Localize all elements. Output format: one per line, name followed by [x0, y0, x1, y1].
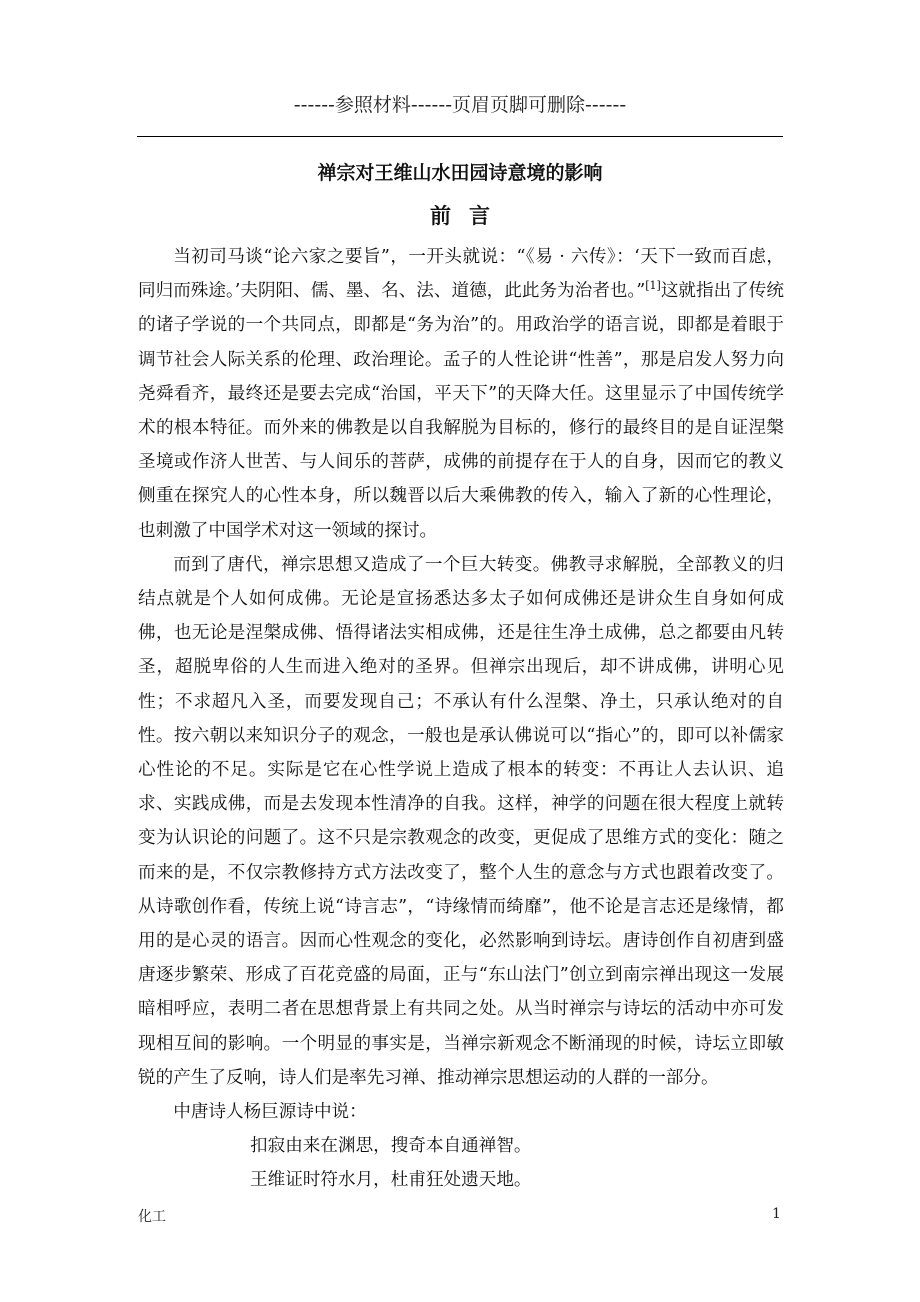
paragraph-1-text: 当初司马谈“论六家之要旨”，一开头就说：“《易 · 六传》：‘天下一致而百虑，同归而殊途。’夫阴阳、儒、墨、名、法、道德，此此务为治者也。”: [138, 247, 784, 302]
document-title: 禅宗对王维山水田园诗意境的影响: [317, 162, 603, 184]
poem-line-2: 王维证时符水月，杜甫狂处遗天地。: [250, 1170, 532, 1191]
footnote-ref: [1]: [645, 279, 661, 293]
paragraph-3: 中唐诗人杨巨源诗中说：: [173, 1102, 367, 1123]
page-header: ------参照材料------页眉页脚可删除------: [293, 94, 627, 116]
paragraph-1-tail: 这就指出了传统的诸子学说的一个共同点，即都是“务为治”的。用政治学的语言说，即都是着眼于调节社会人际关系的伦理、政治理论。孟子的人性论讲“性善”，那是启发人努力向尧舜看齐，最终还是要去完成“治国，平天下”的天降大任。这里显示了中国传统学术的根本特征。而外来的佛教是以自我解脱为目标的，修行的最终目的是自证涅槃圣境或作济人世苦、与人间乐的菩萨，成佛的前提存在于人的自身，因而它的教义侧重在探究人的心性本身，所以魏晋以后大乘佛教的传入，输入了新的心性理论，也刺激了中国学术对这一领域的探讨。: [138, 281, 784, 541]
footer-label: 化工: [138, 1209, 166, 1225]
poem-line-1: 扣寂由来在渊思，搜奇本自通禅智。: [250, 1136, 532, 1157]
body-text: [138, 240, 784, 1198]
paragraph-2: 而到了唐代，禅宗思想又造成了一个巨大转变。佛教寻求解脱，全部教义的归结点就是个人如何成佛。无论是宣扬悉达多太子如何成佛还是讲众生自身如何成佛，也无论是涅槃成佛、悟得诸法实相成佛，还是往生净土成佛，总之都要由凡转圣，超脱卑俗的人生而进入绝对的圣界。但禅宗出现后，却不讲成佛，讲明心见性；不求超凡入圣，而要发现自己；不承认有什么涅槃、净土，只承认绝对的自性。按六朝以来知识分子的观念，一般也是承认佛说可以“指心”的，即可以补儒家心性论的不足。实际是它在心性学说上造成了根本的转变：不再让人去认识、追求、实践成佛，而是去发现本性清净的自我。这样，神学的问题在很大程度上就转变为认识论的问题了。这不只是宗教观念的改变，更促成了思维方式的变化：随之而来的是，不仅宗教修持方式方法改变了，整个人生的意念与方式也跟着改变了。从诗歌创作看，传统上说“诗言志”，“诗缘情而绮靡”，他不论是言志还是缘情，都用的是心灵的语言。因而心性观念的变化，必然影响到诗坛。唐诗创作自初唐到盛唐逐步繁荣、形成了百花竞盛的局面，正与“东山法门”创立到南宗禅出现这一发展暗相呼应，表明二者在思想背景上有共同之处。从当时禅宗与诗坛的活动中亦可发现相互间的影响。一个明显的事实是，当禅宗新观念不断涌现的时候，诗坛立即敏锐的产生了反响，诗人们是率先习禅、推动禅宗思想运动的人群的一部分。: [138, 554, 784, 1088]
page-number: 1: [772, 1206, 781, 1222]
section-heading: 前言: [430, 204, 508, 228]
paragraph-1: [138, 240, 784, 548]
header-divider: [137, 136, 783, 137]
